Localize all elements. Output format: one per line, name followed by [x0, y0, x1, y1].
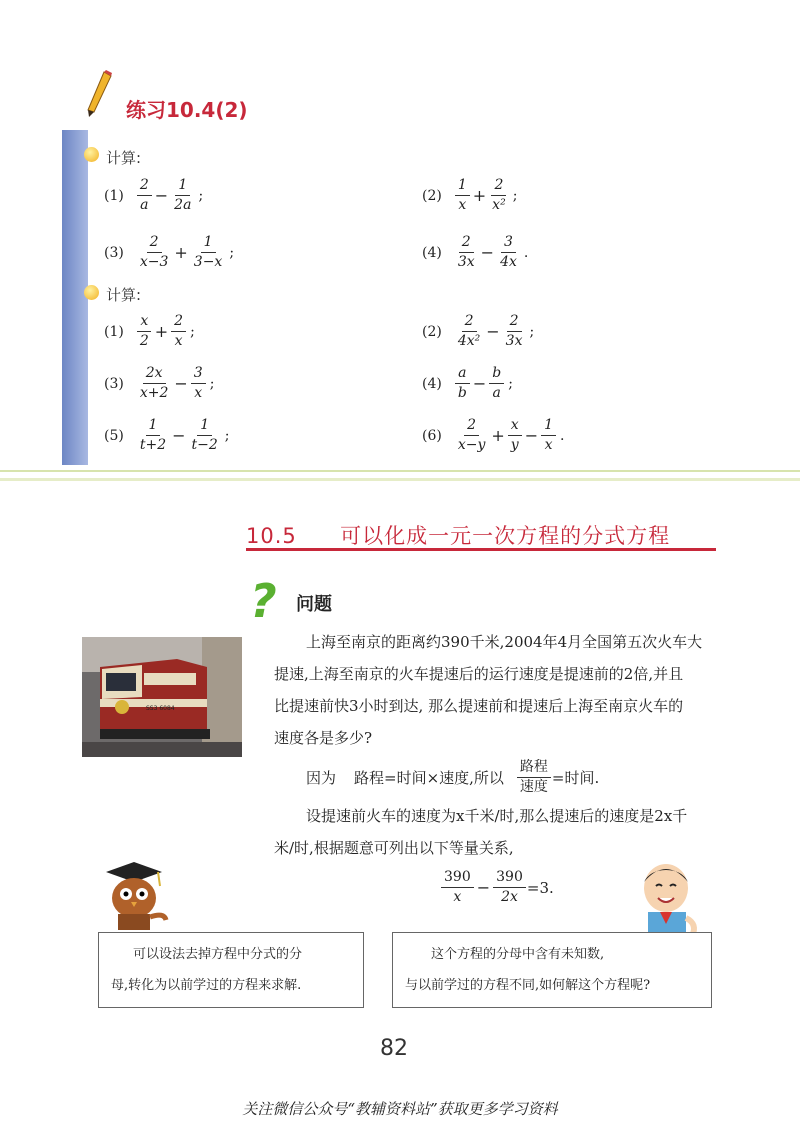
equation	[440, 870, 554, 905]
denominator: x	[194, 385, 203, 401]
problem-line-3: 比提速前快3小时到达, 那么提速前和提速后上海至南京火车的	[274, 697, 684, 715]
fraction	[191, 366, 206, 401]
fraction	[503, 314, 526, 349]
denominator: a	[492, 385, 501, 401]
numerator: 3	[501, 235, 516, 253]
fraction	[497, 235, 520, 270]
numerator: 3	[191, 366, 206, 384]
item-end-punctuation: ;	[508, 375, 513, 392]
student-boy-illustration	[632, 862, 704, 942]
footer-note: 关注微信公众号“教辅资料站”获取更多学习资料	[242, 1100, 558, 1118]
numerator: 2	[491, 178, 506, 196]
section-number: 10.5	[246, 524, 297, 548]
section-underline	[246, 548, 716, 551]
bubble-left-line-2: 母,转化为以前学过的方程来求解.	[111, 978, 302, 993]
because-prefix: 因为	[306, 769, 337, 787]
fraction	[189, 418, 221, 453]
item-label: (1)	[104, 323, 124, 340]
denominator: t+2	[139, 437, 167, 453]
item-end-punctuation: .	[560, 427, 565, 444]
denominator: b	[457, 385, 467, 401]
equation-denominator-1: x	[453, 889, 462, 905]
operator: +	[154, 322, 169, 341]
bubble-left-line-1: 可以设法去掉方程中分式的分	[133, 947, 303, 962]
question-1-marker	[84, 147, 99, 162]
operator: +	[174, 243, 188, 262]
operator: −	[486, 322, 500, 341]
problem-line-1: 上海至南京的距离约390千米,2004年4月全国第五次火车大	[306, 633, 703, 651]
owl-teacher-illustration	[98, 862, 170, 932]
q1-item	[422, 178, 517, 213]
numerator: 2	[171, 314, 186, 332]
equation-operator: −	[476, 878, 491, 897]
item-label: (2)	[422, 187, 442, 204]
numerator: 1	[197, 418, 212, 436]
section-divider-bottom	[0, 478, 800, 481]
fraction	[455, 418, 489, 453]
denominator: 2a	[174, 197, 192, 213]
exercise-title: 练习10.4(2)	[126, 98, 248, 122]
numerator: 1	[146, 418, 161, 436]
fraction	[137, 235, 172, 270]
item-end-punctuation: ;	[198, 187, 204, 204]
because-formula: 路程=时间×速度,所以	[354, 769, 504, 787]
fraction-numerator: 路程	[517, 760, 551, 778]
fraction	[137, 418, 169, 453]
bubble-right-line-1: 这个方程的分母中含有未知数,	[431, 947, 605, 962]
question-mark-icon: ?	[250, 574, 277, 628]
numerator: 2	[462, 314, 477, 332]
denominator: t−2	[191, 437, 218, 453]
denominator: 3x	[457, 254, 475, 270]
numerator: 1	[175, 178, 190, 196]
fraction	[455, 314, 483, 349]
fraction	[541, 418, 556, 453]
equation-denominator-2: 2x	[501, 889, 518, 905]
item-label: (3)	[104, 244, 124, 261]
numerator: 1	[541, 418, 556, 436]
numerator: 2	[507, 314, 522, 332]
operator: +	[472, 186, 487, 205]
equation-rhs: =3.	[526, 878, 554, 897]
numerator: x	[137, 314, 151, 332]
item-label: (1)	[104, 187, 124, 204]
fraction-denominator: 速度	[519, 779, 548, 795]
section-heading	[246, 520, 670, 550]
bubble-right-line-2: 与以前学过的方程不同,如何解这个方程呢?	[405, 978, 651, 993]
because-suffix: =时间.	[551, 769, 600, 787]
item-label: (6)	[422, 427, 442, 444]
q2-item	[104, 418, 230, 453]
q1-item	[422, 235, 528, 270]
item-label: (4)	[422, 244, 442, 261]
operator: −	[174, 374, 188, 393]
denominator: y	[510, 437, 519, 453]
denominator: x	[174, 333, 183, 349]
equation-numerator-1: 390	[441, 870, 474, 888]
denominator: x−y	[457, 437, 486, 453]
q2-item	[104, 314, 195, 349]
numerator: 2	[147, 235, 162, 253]
item-label: (4)	[422, 375, 442, 392]
problem-line-4: 速度各是多少?	[274, 729, 373, 747]
operator: −	[524, 426, 539, 445]
operator: −	[154, 186, 169, 205]
q2-item	[422, 418, 565, 453]
fraction	[455, 366, 470, 401]
speech-bubble-right	[392, 932, 712, 1008]
numerator: 2	[459, 235, 474, 253]
item-end-punctuation: ;	[224, 427, 230, 444]
fraction	[489, 178, 509, 213]
question-2-marker	[84, 285, 99, 300]
numerator: x	[508, 418, 522, 436]
numerator: a	[455, 366, 469, 384]
section-divider-top	[0, 470, 800, 472]
numerator: 1	[455, 178, 470, 196]
fraction	[455, 235, 478, 270]
section-title: 可以化成一元一次方程的分式方程	[340, 524, 671, 548]
item-end-punctuation: .	[523, 244, 529, 261]
equation-fraction-1	[441, 870, 474, 905]
item-end-punctuation: ;	[512, 187, 518, 204]
pencil-icon	[84, 70, 114, 118]
item-end-punctuation: ;	[229, 244, 235, 261]
denominator: 4x	[500, 254, 517, 270]
fraction	[508, 418, 522, 453]
operator: −	[172, 426, 186, 445]
q2-item	[422, 366, 513, 401]
problem-line-2: 提速,上海至南京的火车提速后的运行速度是提速前的2倍,并且	[274, 665, 684, 683]
fraction	[191, 235, 226, 270]
setup-line-2: 米/时,根据题意可列出以下等量关系,	[274, 839, 514, 857]
operator: −	[472, 374, 487, 393]
distance-speed-fraction	[517, 760, 551, 795]
question-2-prompt: 计算:	[106, 286, 142, 304]
fraction	[171, 314, 186, 349]
denominator: 3−x	[193, 254, 223, 270]
numerator: b	[489, 366, 504, 384]
numerator: 2	[464, 418, 479, 436]
fraction	[171, 178, 194, 213]
fraction	[137, 178, 152, 213]
operator: +	[491, 426, 505, 445]
q2-item	[104, 366, 214, 401]
denominator: 3x	[505, 333, 523, 349]
numerator: 2x	[143, 366, 166, 384]
q1-item	[104, 178, 203, 213]
equation-fraction-2	[493, 870, 526, 905]
page-number: 82	[380, 1036, 408, 1061]
denominator: x	[544, 437, 553, 453]
fraction	[489, 366, 504, 401]
item-end-punctuation: ;	[190, 323, 195, 340]
exercise-sidebar	[62, 130, 88, 465]
denominator: x−3	[139, 254, 169, 270]
denominator: a	[140, 197, 149, 213]
train-plate: SS3 6084	[146, 705, 175, 712]
setup-line-1: 设提速前火车的速度为x千米/时,那么提速后的速度是2x千	[306, 807, 688, 825]
denominator: x²	[492, 197, 506, 213]
q2-item	[422, 314, 534, 349]
operator: −	[480, 243, 495, 262]
fraction	[455, 178, 470, 213]
numerator: 2	[137, 178, 152, 196]
item-end-punctuation: ;	[529, 323, 535, 340]
denominator: x+2	[139, 385, 169, 401]
question-1-prompt: 计算:	[106, 149, 142, 167]
equation-numerator-2: 390	[493, 870, 526, 888]
because-line	[306, 760, 599, 795]
problem-label: 问题	[296, 594, 332, 615]
fraction	[137, 314, 152, 349]
item-label: (2)	[422, 323, 442, 340]
numerator: 1	[201, 235, 216, 253]
item-label: (3)	[104, 375, 124, 392]
denominator: x	[458, 197, 467, 213]
q1-item	[104, 235, 234, 270]
speech-bubble-left	[98, 932, 364, 1008]
denominator: 2	[139, 333, 149, 349]
item-label: (5)	[104, 427, 124, 444]
denominator: 4x²	[457, 333, 481, 349]
fraction	[137, 366, 172, 401]
item-end-punctuation: ;	[209, 375, 215, 392]
train-photo	[82, 637, 242, 757]
